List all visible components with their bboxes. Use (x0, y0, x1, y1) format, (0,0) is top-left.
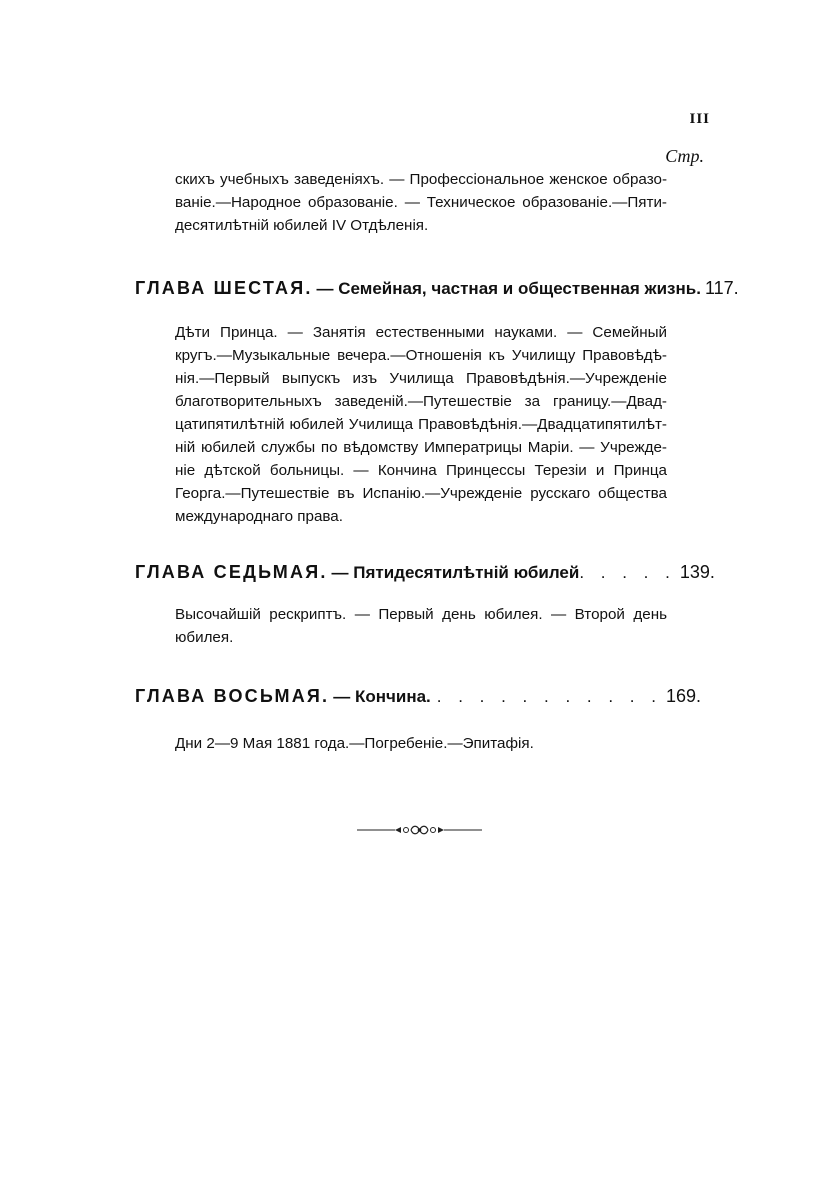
page-number: III (689, 111, 710, 127)
chapter-7-summary (175, 603, 667, 649)
chapter-8-heading (135, 686, 701, 707)
text-line: Дѣти Принца. — Занятія естественными науками. — Семейный (175, 324, 667, 341)
chapter-7-leader-dots: . . . . . (579, 563, 676, 582)
text-line: Дни 2—9 Мая 1881 года.—Погребеніе.—Эпитафія. (175, 735, 534, 752)
text-line: цатипятилѣтній юбилей Училища Правовѣдѣнія.—Двадцатипятилѣт- (175, 416, 667, 433)
chapter-8-title: — Кончина. (333, 687, 431, 706)
page-column-label: Стр. (665, 146, 704, 166)
chapter-8-label: ГЛАВА ВОСЬМАЯ. (135, 686, 330, 706)
decorative-ornament-icon (357, 822, 482, 838)
chapter-7-heading (135, 562, 715, 583)
text-line: юбилея. (175, 629, 234, 646)
chapter-8-leader-dots: . . . . . . . . . . . (436, 687, 662, 706)
text-line: международнаго права. (175, 508, 343, 525)
continuation-paragraph (175, 168, 667, 237)
chapter-6-summary (175, 321, 667, 528)
text-line: нія.—Первый выпускъ изъ Училища Правовѣдѣнія.—Учрежденіе (175, 370, 667, 387)
text-line: благотворительныхъ заведеній.—Путешествіе за границу.—Двад- (175, 393, 667, 410)
text-line: Георга.—Путешествіе въ Испанію.—Учрежденіе русскаго общества (175, 485, 667, 502)
text-line: скихъ учебныхъ заведеніяхъ. — Профессіональное женское образо- (175, 171, 667, 188)
text-line: ній юбилей службы по вѣдомству Императрицы Маріи. — Учрежде- (175, 439, 667, 456)
text-line: ваніе.—Народное образованіе. — Техническое образованіе.—Пяти- (175, 194, 667, 211)
text-line: десятилѣтній юбилей IV Отдѣленія. (175, 217, 429, 234)
chapter-8-summary (175, 732, 667, 755)
chapter-6-heading (135, 278, 739, 299)
text-line: Высочайшій рескриптъ. — Первый день юбилея. — Второй день (175, 606, 667, 623)
chapter-6-title: — Семейная, частная и общественная жизнь. (316, 279, 701, 298)
text-line: кругъ.—Музыкальные вечера.—Отношенія къ Училищу Правовѣдѣ- (175, 347, 667, 364)
chapter-8-page: 169. (665, 686, 701, 706)
text-line: ніе дѣтской больницы. — Кончина Принцессы Терезіи и Принца (175, 462, 667, 479)
chapter-6-label: ГЛАВА ШЕСТАЯ. (135, 278, 313, 298)
chapter-7-label: ГЛАВА СЕДЬМАЯ. (135, 562, 328, 582)
chapter-6-page: 117. (704, 278, 739, 298)
chapter-7-title: — Пятидесятилѣтній юбилей (331, 563, 580, 582)
chapter-7-page: 139. (679, 562, 715, 582)
